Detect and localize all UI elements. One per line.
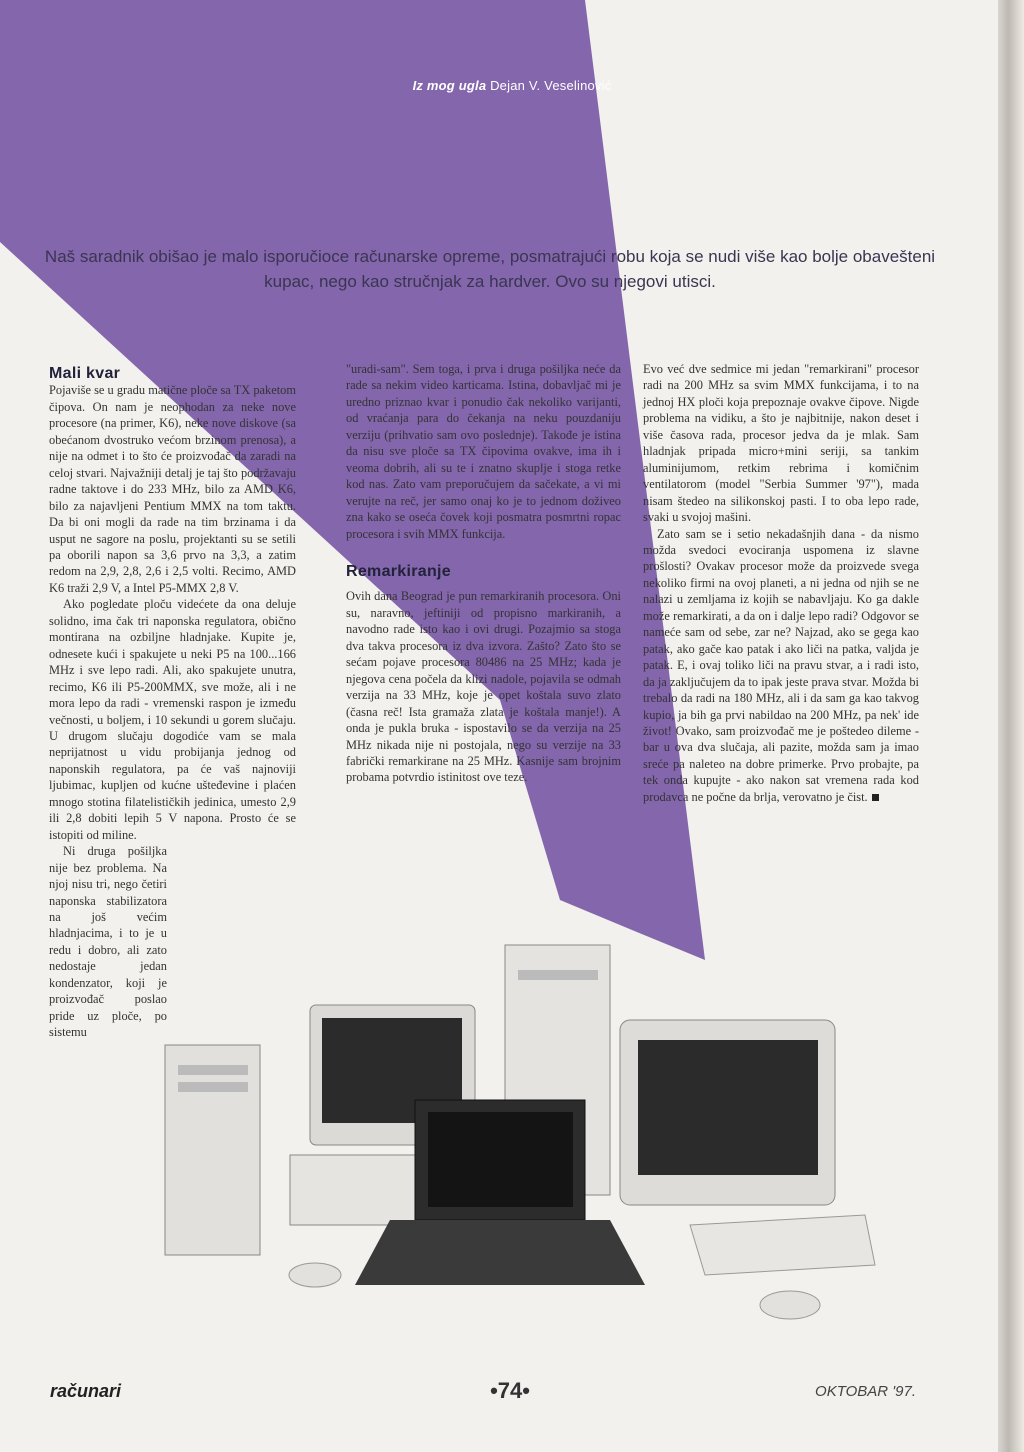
paragraph: Ako pogledate ploču videćete da ona deluje solidno, ima čak tri naponska regulatora, obično montirana na ozbiljne hladnjake. Kupite je, odnesete kući i spakujete u neki P5 na 100...166 MHz i sve lepo radi. Ali, ako spakujete unutra, recimo, K6 ili P5-200MMX, sve može, ali i ne mora lepo da radi - vremenski raspon je između večnosti, u boljem, i 10 sekundi u gorem slučaju. U drugom slučaju dogodiće vam se mala neprijatnost u vidu probijanja jednog od naponskih regulatora, pa će vaš najnoviji ljubimac, kupljen od kućne ušteđevine i plaćen mnogo stotina filatelističkih jedinica, umesto 2,9 ili 2,8 dobiti lepih 5 V napona. Prosto će se istopiti od miline. bbox=[49, 597, 296, 842]
computers-photo bbox=[150, 930, 890, 1340]
paragraph: Evo već dve sedmice mi jedan "remarkirani" procesor radi na 200 MHz sa svim MMX funkcijama, i to na jednoj HX ploči koja prepoznaje ovakve čipove. Nigde problema na vidiku, a što je najbitnije, nakon deset i više časova rada, procesor jedva da je mlak. Sam hladnjak pripada micro+mini seriji, sa tankim aluminijumom, retkim rebrima i komičnim ventilatorom (model "Serbia Summer '97"), mada nisam štedeo na silikonskoj pasti. I to oba lepo rade, svaki u svojoj mašini. bbox=[643, 362, 919, 525]
paragraph: Ovih dana Beograd je pun remarkiranih procesora. Oni su, naravno, jeftiniji od propisno markiranih, a navodno rade isto kao i ovi drugi. Pozajmio sa stoga dva takva procesora iz dva izvora. Zašto? Zato što se sećam pojave procesora 80486 na 25 MHz; kada je njegova cena počela da klizi nadole, pojavila se odmah verzija na 33 MHz, koje je opet koštala suvo zlato (časna reč! Ista gramaža zlata je koštala manje!). A onda je pukla bruka - ispostavilo se da verzija na 25 MHz nikada nije ni postojala, nego su verzije na 33 fabrički remarkirane na 25 MHz. Kasnije sam brojnim probama potvrdio istinitost ove teze. bbox=[346, 589, 621, 785]
author-name: Dejan V. Veselinović bbox=[490, 78, 612, 93]
end-square-icon bbox=[872, 794, 879, 801]
tower-computer bbox=[165, 1045, 260, 1255]
lead-paragraph: Naš saradnik obišao je malo isporučioce računarske opreme, posmatrajući robu koja se nudi više kao bolje obavešteni kupac, nego kao stručnjak za hardver. Ovo su njegovi utisci. bbox=[44, 247, 936, 291]
keyboard bbox=[690, 1215, 875, 1275]
paragraph: Ni druga pošiljka nije bez problema. Na njoj nisu tri, nego četiri naponska stabilizatora na još većim hladnjacima, i to je u redu i dobro, ali zato nedostaje jedan kondenzator, koji je proizvođač poslao pride uz ploče, po sistemu bbox=[49, 844, 167, 1040]
column-header bbox=[0, 78, 1024, 93]
column-2 bbox=[346, 361, 621, 786]
section-title-mali-kvar: Mali kvar bbox=[49, 365, 121, 382]
paragraph: Pojaviše se u gradu matične ploče sa TX paketom čipova. On nam je neophodan za neke nove procesore (na primer, K6), neke nove diskove (sa obećanom dvostruko većom brzinom prenosa), a nije na odmet i to što će proizvođač da zaradi na celoj stvari. Najvažniji detalj je taj što podržavaju radne taktove i do 233 MHz, bilo za AMD K6, bilo za najavljeni Pentium MMX na tom taktu. Da bi oni mogli da rade na tim brzinama i da usput ne sagore na poslu, projektanti su se setili pa oborili napon sa 3,6 prvo na 3,3, a zatim redom na 2,9, 2,8, 2,6 i 2,5 volti. Recimo, AMD K6 traži 2,9 V, a Intel P5-MMX 2,8 V. bbox=[49, 383, 296, 595]
page-edge bbox=[998, 0, 1024, 1452]
magazine-name: računari bbox=[50, 1381, 122, 1401]
page-number: •74• bbox=[490, 1378, 530, 1403]
paragraph-text: Zato sam se i setio nekadašnjih dana - da nismo možda svedoci evociranja uspomena iz slavne prošlosti? Ovakav procesor može da proizvede svega nekoliko firmi na ovoj planeti, a ni jedna od njih se ne nalazi u zemljama iz kojih se nabavljaju. Ko ga dakle može remarkirati, a da on i dalje lepo radi? Odgovor se nameće sam od sebe, zar ne? Najzad, ako se gega kao patak, ako gače kao patak i ako liči na patka, valjda je patak. E, i ovaj toliko liči na pravu stvar, a i radi isto, da ja zaključujem da to ipak jeste prava stvar. Možda bi trebalo da radi na 180 MHz, ali i da sam ga kao takvog kupio, ja bih ga prvi nabildao na 200 MHz, pa nek' ide život! Ovako, sam proizvođač me je poštedeo dileme - bar u ova dva slučaja, ali pazite, možda sam ja imao sreće pa naleteo na dobre primerke. Prvo probajte, pa tek onda kupujte - ako nakon sat vremena rada kod prodavca ne počne da brlja, verovatno je čist. bbox=[643, 526, 919, 804]
laptop-keyboard bbox=[355, 1220, 645, 1285]
column-label: Iz mog ugla bbox=[412, 78, 487, 93]
paragraph bbox=[643, 526, 919, 806]
issue-date: OKTOBAR '97. bbox=[815, 1383, 916, 1400]
mouse bbox=[760, 1291, 820, 1319]
mouse bbox=[289, 1263, 341, 1287]
column-3 bbox=[643, 361, 919, 805]
paragraph: "uradi-sam". Sem toga, i prva i druga pošiljka neće da rade sa nekim video karticama. Istina, dobavljač mi je uredno priznao kvar i ponudio čak nekoliko varijanti, od vraćanja para do čekanja na neku pouzdaniju verziju (prihvatio sam ovo poslednje). Takođe je istina da nisu sve ploče sa TX čipovima ovakve, ima ih i veoma dobrih, ali su te i znatno skuplje i stoga retke kod nas. Zato vam preporučujem da sačekate, a vi mi verujte na reč, jer samo onaj ko je to jednom doživeo zna kako se oseća čovek koji posmatra posmrtni ropac procesora i svih MMX funkcija. bbox=[346, 362, 621, 541]
section-title-remarkiranje: Remarkiranje bbox=[346, 562, 451, 580]
